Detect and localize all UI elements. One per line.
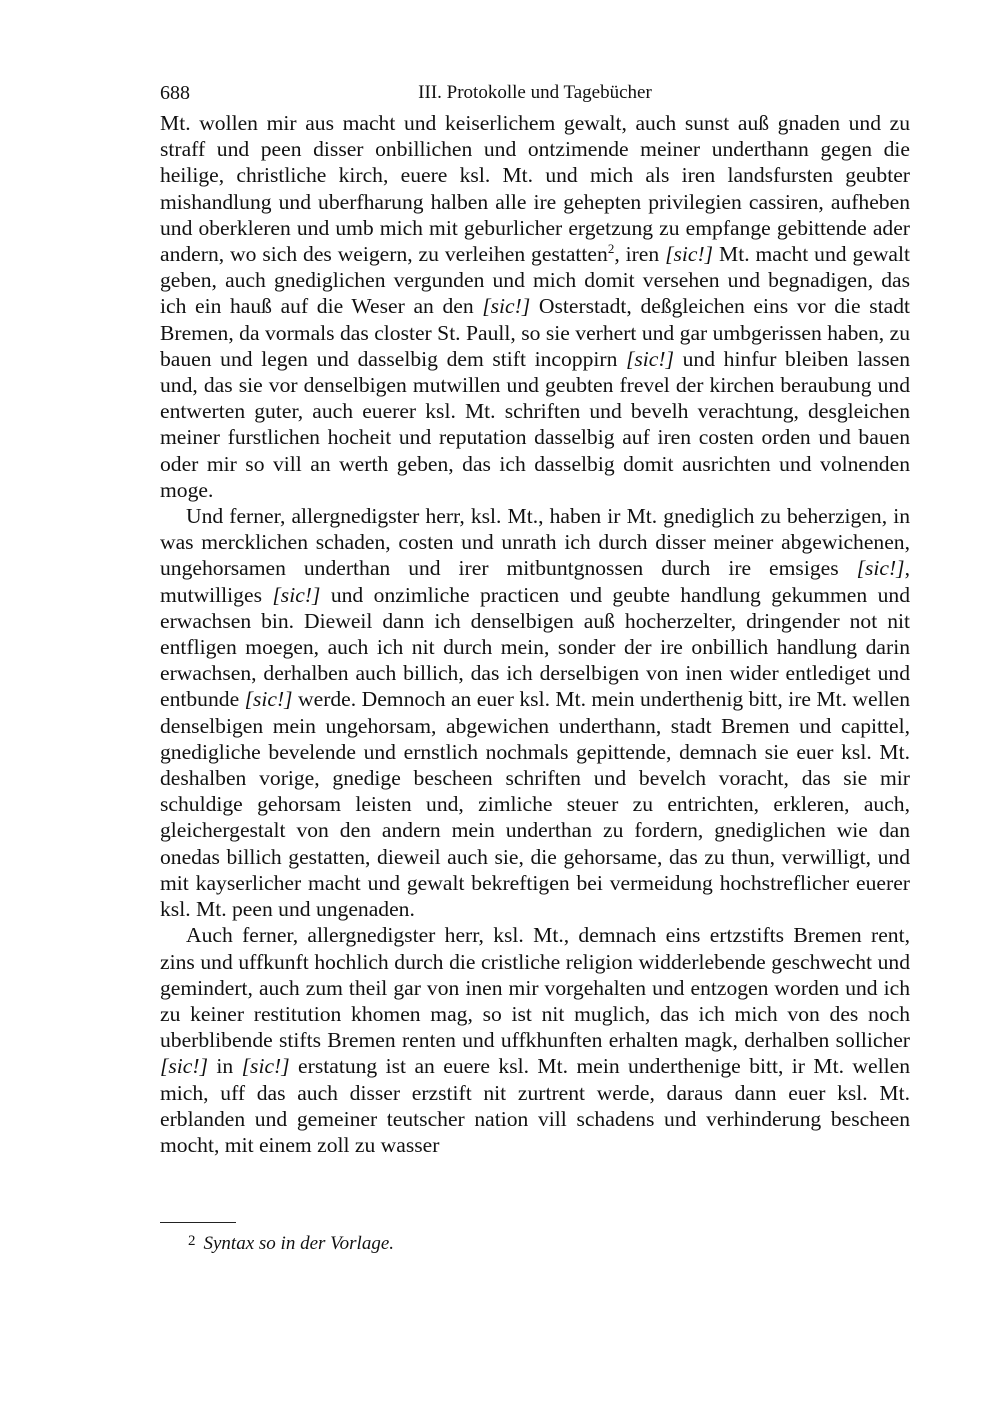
paragraph [160, 503, 910, 922]
sic-annotation: [sic!] [626, 346, 674, 371]
footnote-rule [160, 1222, 236, 1223]
page-number: 688 [160, 82, 190, 104]
footnote [160, 1229, 910, 1256]
running-head [160, 78, 910, 110]
sic-annotation: [sic!] [856, 556, 905, 581]
footnote-text: Syntax so in der Vorlage. [203, 1233, 395, 1254]
sic-annotation: [sic!] [665, 242, 714, 267]
footnote-number: 2 [188, 1233, 196, 1249]
body-text [160, 110, 910, 1158]
sic-annotation: [sic!] [241, 1054, 290, 1079]
text-run: werde. Demnoch an euer ksl. Mt. mein underthenig bitt, ire Mt. wellen denselbigen mein ungehorsam, abgewichen underthann, stadt Bremen und capittel, gnedigliche bevelende und ernstlich nochmals gepittende, demnach sie euer ksl. Mt. deshalben vorige, gnedige bescheen schriften und bevelch voracht, das sie mir schuldige gehorsam leisten und, zimliche steuer zu entrichten, erkleren, auch, gleichergestalt von den andern mein underthan zu fordern, gnediglichen wie dan onedas billich gestatten, dieweil auch sie, die gehorsame, das zu thun, verwilligt, und mit kayserlicher macht und gewalt bekreftigen bei vermeidung hochstreflicher euerer ksl. Mt. peen und ungenaden. [160, 687, 910, 922]
footnote-reference: 2 [607, 241, 615, 257]
text-run: , mutwilliges [160, 556, 910, 607]
paragraph [160, 110, 910, 503]
sic-annotation: [sic!] [160, 1054, 208, 1079]
text-run: in [208, 1054, 242, 1079]
text-run: Osterstadt, deßgleichen eins vor die stadt Bremen, da vormals das closter St. Paull, so sie verhert und gar umbgerissen haben, zu bauen und legen und dasselbig dem stift incoppirn [160, 294, 910, 371]
running-title: III. Protokolle und Tagebücher [418, 82, 652, 103]
text-run: und hinfur bleiben lassen und, das sie vor denselbigen mutwillen und geubten frevel der kirchen beraubung und entwerten guter, auch euerer ksl. Mt. schriften und bevelh verachtung, desgleichen meiner furstlichen hocheit und reputation dasselbig auf iren costen orden und bauen oder mir so vill an werth geben, das ich dasselbig domit ausrichten und volnenden moge. [160, 346, 910, 502]
page [160, 78, 910, 1158]
sic-annotation: [sic!] [482, 294, 531, 319]
footnote-area [160, 1222, 910, 1256]
text-run: Mt. macht und gewalt geben, auch gnediglichen vergunden und mich domit versehen und begnadigen, das ich ein hauß auf die Weser an den [160, 242, 910, 319]
text-run: Mt. wollen mir aus macht und keiserlichem gewalt, auch sunst auß gnaden und zu straff und peen disser onbillichen und ontzimende meiner underthann gegen die heilige, christliche kirch, euere ksl. Mt. und mich als iren landsfursten geubter mishandlung und uberfharung halben alle ire gehepten privilegien cassiren, aufheben und oberkleren und umb mich mit geburlicher ergetzung zu empfange gebittende ader andern, wo sich des weigern, zu verleihen gestatten [160, 111, 910, 267]
text-run: Auch ferner, allergnedigster herr, ksl. Mt., demnach eins ertzstifts Bremen rent, zins und uffkunft hochlich durch die cristliche religion widderlebende geschwecht und gemindert, auch zum theil gar von inen mir vorgehalten und entzogen worden und ich zu keiner restitution khomen mag, so ist nit muglich, das ich mich von des noch uberblibende stifts Bremen renten und uffkhunften erhalten magk, derhalben sollicher [160, 923, 910, 1053]
footnote-list [160, 1229, 910, 1256]
paragraph [160, 922, 910, 1158]
text-run: Und ferner, allergnedigster herr, ksl. Mt., haben ir Mt. gnediglich zu beherzigen, in was mercklichen schaden, costen und unrath ich durch disser meiner abgewichenen, ungehorsamen underthan und irer mitbuntgnossen durch ire emsiges [160, 504, 910, 581]
text-run: und onzimliche practicen und geubte handlung gekummen und erwachsen bin. Dieweil dann ich denselbigen auß hocherzelter, dringender not nit entfligen moegen, auch ich nit durch mein, sonder der ire onbillich handlung darin erwachsen, derhalben auch billich, das ich derselbigen von inen wider entlediget und entbunde [160, 582, 910, 712]
sic-annotation: [sic!] [244, 687, 293, 712]
text-run: erstatung ist an euere ksl. Mt. mein underthenige bitt, ir Mt. wellen mich, uff das auch disser erzstift nit zurtrent werde, daraus dann euer ksl. Mt. erblanden und gemeiner teutscher nation vill schadens und verhinderung bescheen mocht, mit einem zoll zu wasser [160, 1054, 910, 1157]
sic-annotation: [sic!] [272, 582, 321, 607]
text-run: , iren [614, 242, 666, 267]
